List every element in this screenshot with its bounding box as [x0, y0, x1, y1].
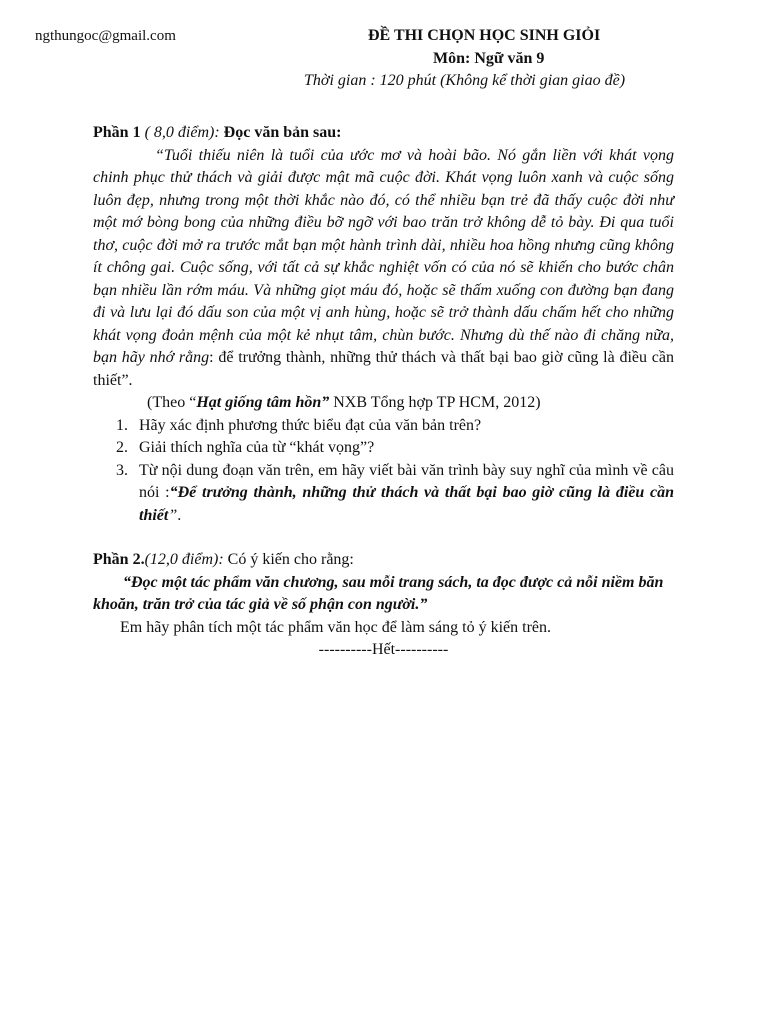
- exam-header: [300, 25, 700, 93]
- question-end: .: [177, 506, 182, 524]
- exam-content: [93, 122, 674, 662]
- author-email: ngthungoc@gmail.com: [35, 28, 176, 44]
- question-text: Từ nội dung đoạn văn trên, em hãy viết bài văn trình bày suy nghĩ của mình về câu nói :: [139, 461, 674, 501]
- source-prefix: (Theo “: [147, 394, 197, 411]
- question-item: [93, 460, 674, 528]
- question-number: 3.: [116, 461, 128, 479]
- part1-questions: [93, 415, 674, 528]
- question-item: [93, 437, 674, 460]
- part1-heading: [93, 122, 674, 145]
- question-number: 2.: [116, 439, 128, 456]
- question-text: Hãy xác định phương thức biểu đạt của văn bản trên?: [139, 416, 482, 434]
- part1-points: ( 8,0 điểm):: [140, 124, 224, 141]
- passage-italic: “Tuổi thiếu niên là tuổi của ước mơ và hoài bão. Nó gắn liền với khát vọng chinh phục thử thách và giải được mật mã cuộc đời. Khát vọng luôn xanh và cuộc sống luôn đẹp, nhưng trong một thời khắc nào đó, có thể nhiều bạn trẻ đã thấy cuộc đời như một mớ bòng bong của những điều bỡ ngỡ với bao trăn trở không dễ tỏ bày. Đi qua tuổi thơ, cuộc đời mở ra trước mắt bạn một hành trình dài, nhiều hoa hồng nhưng cũng không ít chông gai. Cuộc sống, với tất cả sự khắc nghiệt vốn có của nó sẽ khiến cho bước chân bạn nhiều lần rớm máu. Và những giọt máu đó, hoặc sẽ thấm xuống con đường bạn đang đi và lưu lại đó dấu son của một vị anh hùng, hoặc sẽ trở thành dấu chấm hết cho những khát vọng đoản mệnh của một kẻ nhụt tâm, chùn bước. Nhưng dù thế nào đi chăng nữa, bạn hãy nhớ rằng: [93, 146, 674, 366]
- question-number: 1.: [116, 416, 128, 434]
- part2-intro: Có ý kiến cho rằng:: [223, 551, 354, 568]
- end-mark: ----------Hết----------: [318, 641, 449, 658]
- question-quote-open: “: [169, 484, 178, 501]
- part2-heading: [93, 549, 674, 572]
- question-quote-close: ”: [168, 506, 178, 524]
- question-item: [93, 415, 674, 438]
- part2-points: (12,0 điểm):: [144, 551, 224, 568]
- part2-task: Em hãy phân tích một tác phẩm văn học để làm sáng tỏ ý kiến trên.: [120, 618, 551, 636]
- source-suffix: NXB Tổng hợp TP HCM, 2012): [329, 394, 541, 411]
- source-book: Hạt giống tâm hồn”: [196, 394, 330, 411]
- part1-instruction: Đọc văn bản sau:: [223, 124, 342, 141]
- exam-title: ĐỀ THI CHỌN HỌC SINH GIỎI: [368, 27, 601, 44]
- passage-source: [93, 392, 674, 415]
- part2-label: Phần 2.: [93, 551, 145, 568]
- section-spacer: [93, 527, 674, 549]
- question-text: Giải thích nghĩa của từ “khát vọng”?: [139, 439, 375, 456]
- exam-time: Thời gian : 120 phút (Không kể thời gian giao đề): [304, 72, 626, 89]
- part2-quote: “Đọc một tác phẩm văn chương, sau mỗi trang sách, ta đọc được cả nỗi niềm băn khoăn, trăn trở của tác giả về số phận con người.”: [93, 573, 664, 613]
- part1-passage: [93, 145, 674, 393]
- question-quote: Để trưởng thành, những thử thách và thất bại bao giờ cũng là điều cần thiết: [139, 484, 675, 524]
- part1-label: Phần 1: [93, 124, 141, 141]
- passage-normal: : để trưởng thành, những thử thách và thất bại bao giờ cũng là điều cần thiết”.: [93, 349, 674, 389]
- exam-subject: Môn: Ngữ văn 9: [433, 49, 545, 67]
